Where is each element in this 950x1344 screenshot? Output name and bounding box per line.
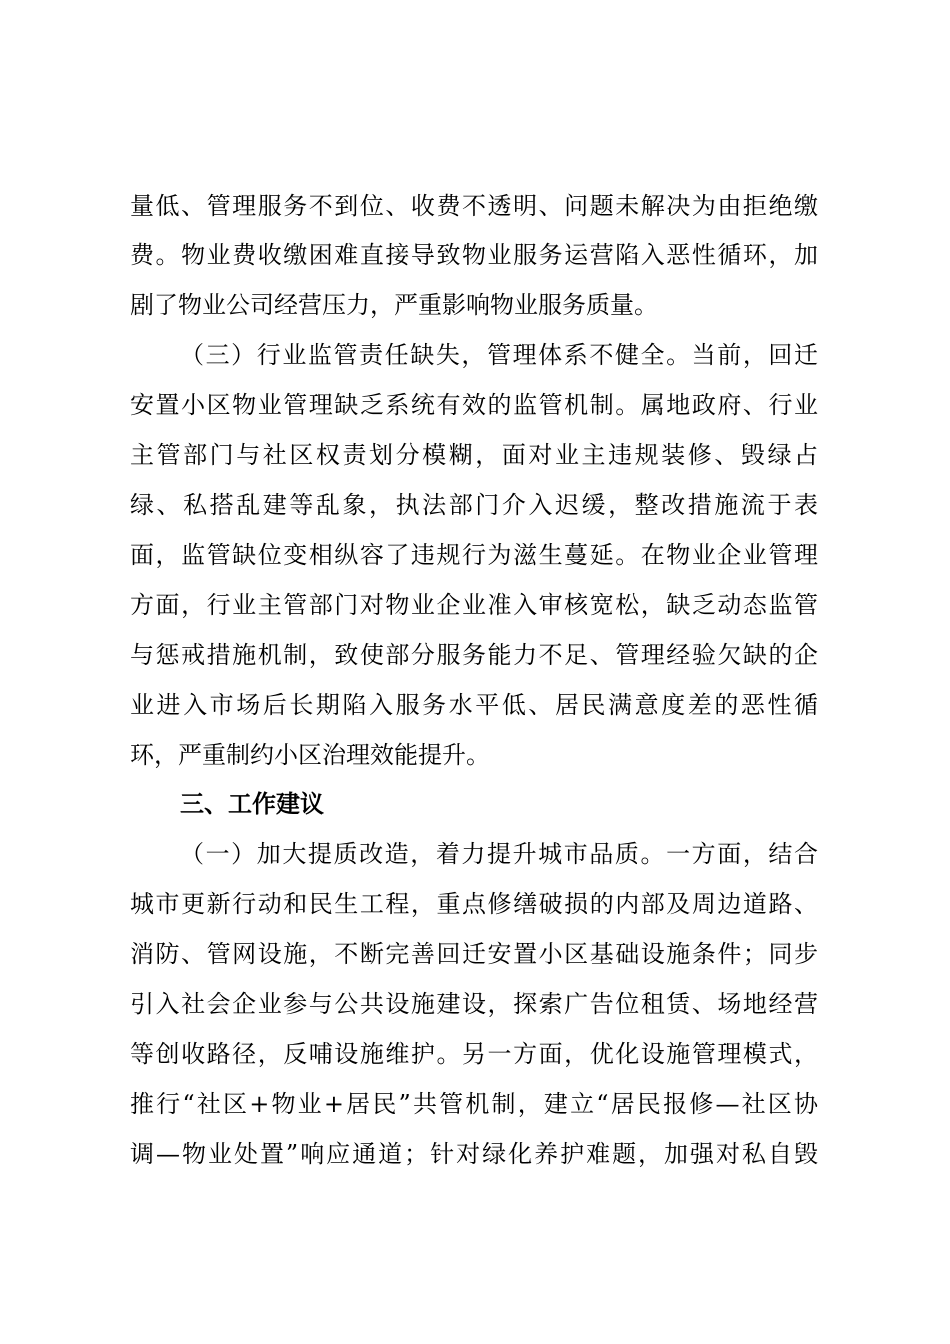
paragraph-line: 消防、管网设施，不断完善回迁安置小区基础设施条件；同步: [130, 940, 818, 968]
paragraph-line: 城市更新行动和民生工程，重点修缮破损的内部及周边道路、: [130, 890, 818, 918]
paragraph-line: 业进入市场后长期陷入服务水平低、居民满意度差的恶性循: [130, 691, 818, 719]
paragraph-line: 绿、私搭乱建等乱象，执法部门介入迟缓，整改措施流于表: [130, 491, 818, 519]
paragraph-line: 引入社会企业参与公共设施建设，探索广告位租赁、场地经营: [130, 990, 818, 1018]
paragraph-line: （三）行业监管责任缺失，管理体系不健全。当前，回迁: [180, 341, 818, 369]
paragraph-line: 调—物业处置”响应通道；针对绿化养护难题，加强对私自毁: [130, 1140, 818, 1168]
paragraph-line: 等创收路径，反哺设施维护。另一方面，优化设施管理模式，: [130, 1040, 818, 1068]
paragraph-line: 费。物业费收缴困难直接导致物业服务运营陷入恶性循环，加: [130, 241, 818, 269]
paragraph-line: （一）加大提质改造，着力提升城市品质。一方面，结合: [180, 840, 818, 868]
paragraph-line: 量低、管理服务不到位、收费不透明、问题未解决为由拒绝缴: [130, 192, 818, 220]
paragraph-line: 推行“社区+物业+居民”共管机制，建立“居民报修—社区协: [130, 1090, 818, 1118]
paragraph-line: 安置小区物业管理缺乏系统有效的监管机制。属地政府、行业: [130, 391, 818, 419]
paragraph-line: 与惩戒措施机制，致使部分服务能力不足、管理经验欠缺的企: [130, 641, 818, 669]
paragraph-line: 方面，行业主管部门对物业企业准入审核宽松，缺乏动态监管: [130, 591, 818, 619]
paragraph-line: 环，严重制约小区治理效能提升。: [130, 741, 490, 769]
paragraph-line: 主管部门与社区权责划分模糊，面对业主违规装修、毁绿占: [130, 441, 818, 469]
paragraph-line: 面，监管缺位变相纵容了违规行为滋生蔓延。在物业企业管理: [130, 541, 818, 569]
paragraph-line: 剧了物业公司经营压力，严重影响物业服务质量。: [130, 291, 658, 319]
section-heading: 三、工作建议: [180, 789, 324, 818]
